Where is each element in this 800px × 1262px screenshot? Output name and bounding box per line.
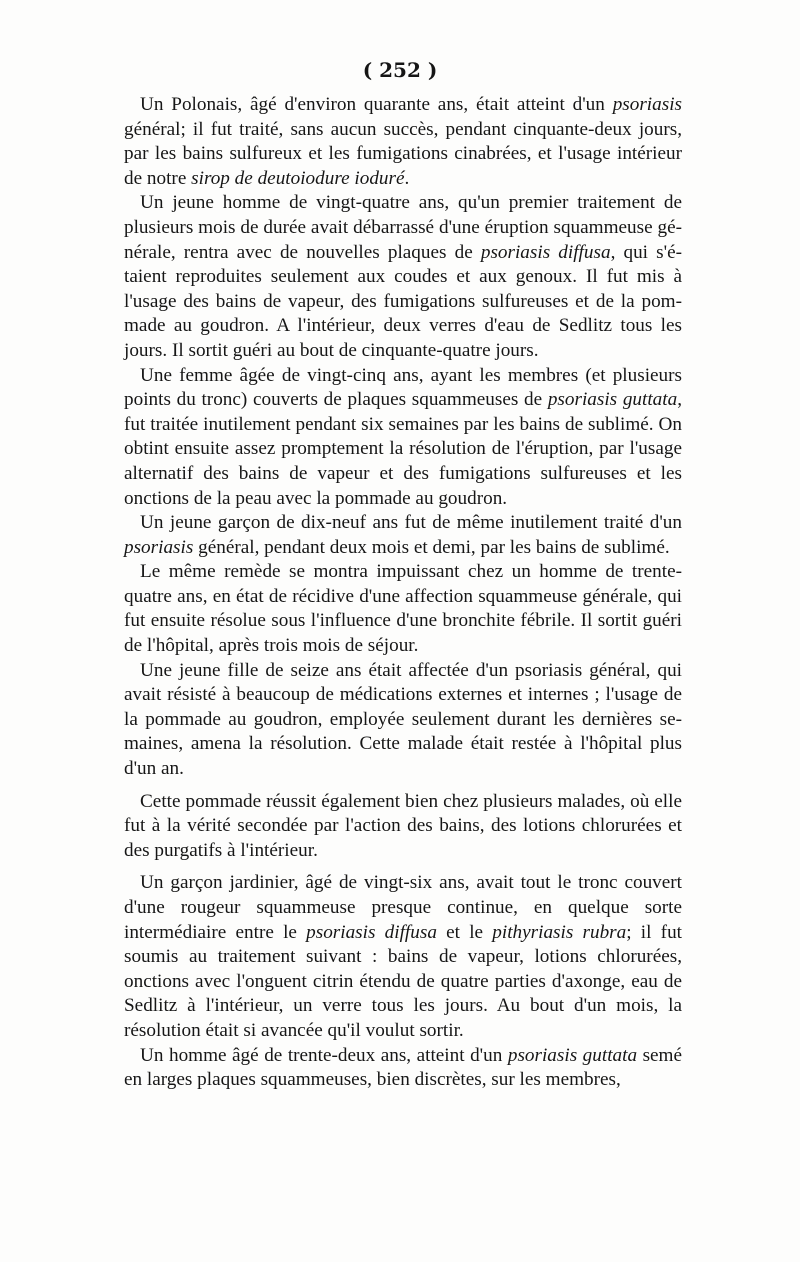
text-run: et le	[436, 921, 493, 943]
text-run: général; il fut traité, sans aucun succès, pendant cinquante-deux jours, par les bains sulfureux et les fumigations cinabrées, et l'usage intérieur de notre	[124, 118, 682, 189]
paragraph	[124, 511, 682, 560]
italic-term: psoriasis	[612, 94, 682, 115]
text-run: Un garçon jardinier, âgé de vingt-six ans, avait tout le tronc couvert d'une rougeur squammeuse presque continue, en quelque sorte intermédiaire entre le	[124, 872, 682, 943]
text-run: Le même remède se montra impuissant chez un homme de trente-quatre ans, en état de récidive d'une affection squammeuse générale, qui fut ensuite résolue sous l'influence d'une bronchite fébrile. Il sortit guéri de l'hôpital, après trois mois de séjour.	[124, 561, 682, 657]
italic-term: sirop de deutoiodure ioduré	[191, 167, 405, 189]
paragraph	[124, 364, 682, 512]
text-run: , qui s'étaient reproduites seulement aux coudes et aux genoux. Il fut mis à l'usage des bains de vapeur, des fumigations sulfureuses et de la pommade au goudron. A l'intérieur, deux verres d'eau de Sedlitz tous les jours. Il sortit guéri au bout de cinquante-quatre jours.	[124, 241, 682, 361]
text-run: Un jeune garçon de dix-neuf ans fut de même inutilement traité d'un	[140, 512, 682, 534]
paragraph	[124, 93, 682, 191]
paragraph	[124, 790, 682, 864]
text-run: général, pendant deux mois et demi, par les bains de sublimé.	[193, 536, 670, 558]
text-run: .	[404, 167, 410, 189]
text-run: Un homme âgé de trente-deux ans, atteint d'un	[140, 1044, 508, 1066]
text-run: , fut traitée inutilement pendant six semaines par les bains de sublimé. On obtint ensuite assez promptement la résolution de l'éruption, par l'usage alternatif des bains de vapeur et des fumigations sulfureuses et les onctions de la peau avec la pommade au goudron.	[124, 389, 682, 509]
italic-term: psoriasis guttata	[507, 1044, 638, 1066]
paragraph	[124, 191, 682, 363]
italic-term: pithyriasis rubra	[492, 921, 627, 943]
text-run: Un jeune homme de vingt-quatre ans, qu'un premier traitement de plusieurs mois de durée avait débarrassé d'une éruption squammeuse générale, rentra avec de nouvelles plaques de	[124, 192, 682, 263]
text-run: Une femme âgée de vingt-cinq ans, ayant les membres (et plusieurs points du tronc) couverts de plaques squammeuses de	[124, 364, 682, 411]
paragraph	[124, 560, 682, 658]
italic-term: psoriasis	[124, 536, 194, 558]
paragraph	[124, 659, 682, 782]
text-run: ; il fut soumis au traitement suivant : bains de vapeur, lotions chlorurées, onctions avec l'onguent citrin étendu de quatre parties d'axonge, eau de Sedlitz à l'intérieur, un verre tous les jours. Au bout d'un mois, la résolution était si avancée qu'il voulut sortir.	[124, 921, 682, 1041]
text-run: semé en larges plaques squammeuses, bien discrètes, sur les membres,	[124, 1044, 682, 1091]
italic-term: psoriasis diffusa	[306, 921, 437, 943]
italic-term: psoriasis diffusa	[480, 241, 611, 263]
text-run: Une jeune fille de seize ans était affectée d'un psoriasis général, qui avait résisté à beaucoup de médications externes et internes ; l'usage de la pommade au goudron, employée seulement durant les dernières semaines, amena la résolution. Cette malade était restée à l'hôpital plus d'un an.	[124, 659, 682, 780]
paragraph	[124, 1044, 682, 1093]
paragraph	[124, 871, 682, 1043]
body-text	[124, 93, 682, 1093]
text-run: Cette pommade réussit également bien chez plusieurs malades, où elle fut à la vérité secondée par l'action des bains, des lotions chlorurées et des purgatifs à l'intérieur.	[124, 790, 682, 861]
page-number: ( 252 )	[362, 58, 438, 82]
text-run: Un Polonais, âgé d'environ quarante ans, était atteint d'un	[140, 94, 613, 115]
italic-term: psoriasis guttata	[547, 389, 678, 411]
